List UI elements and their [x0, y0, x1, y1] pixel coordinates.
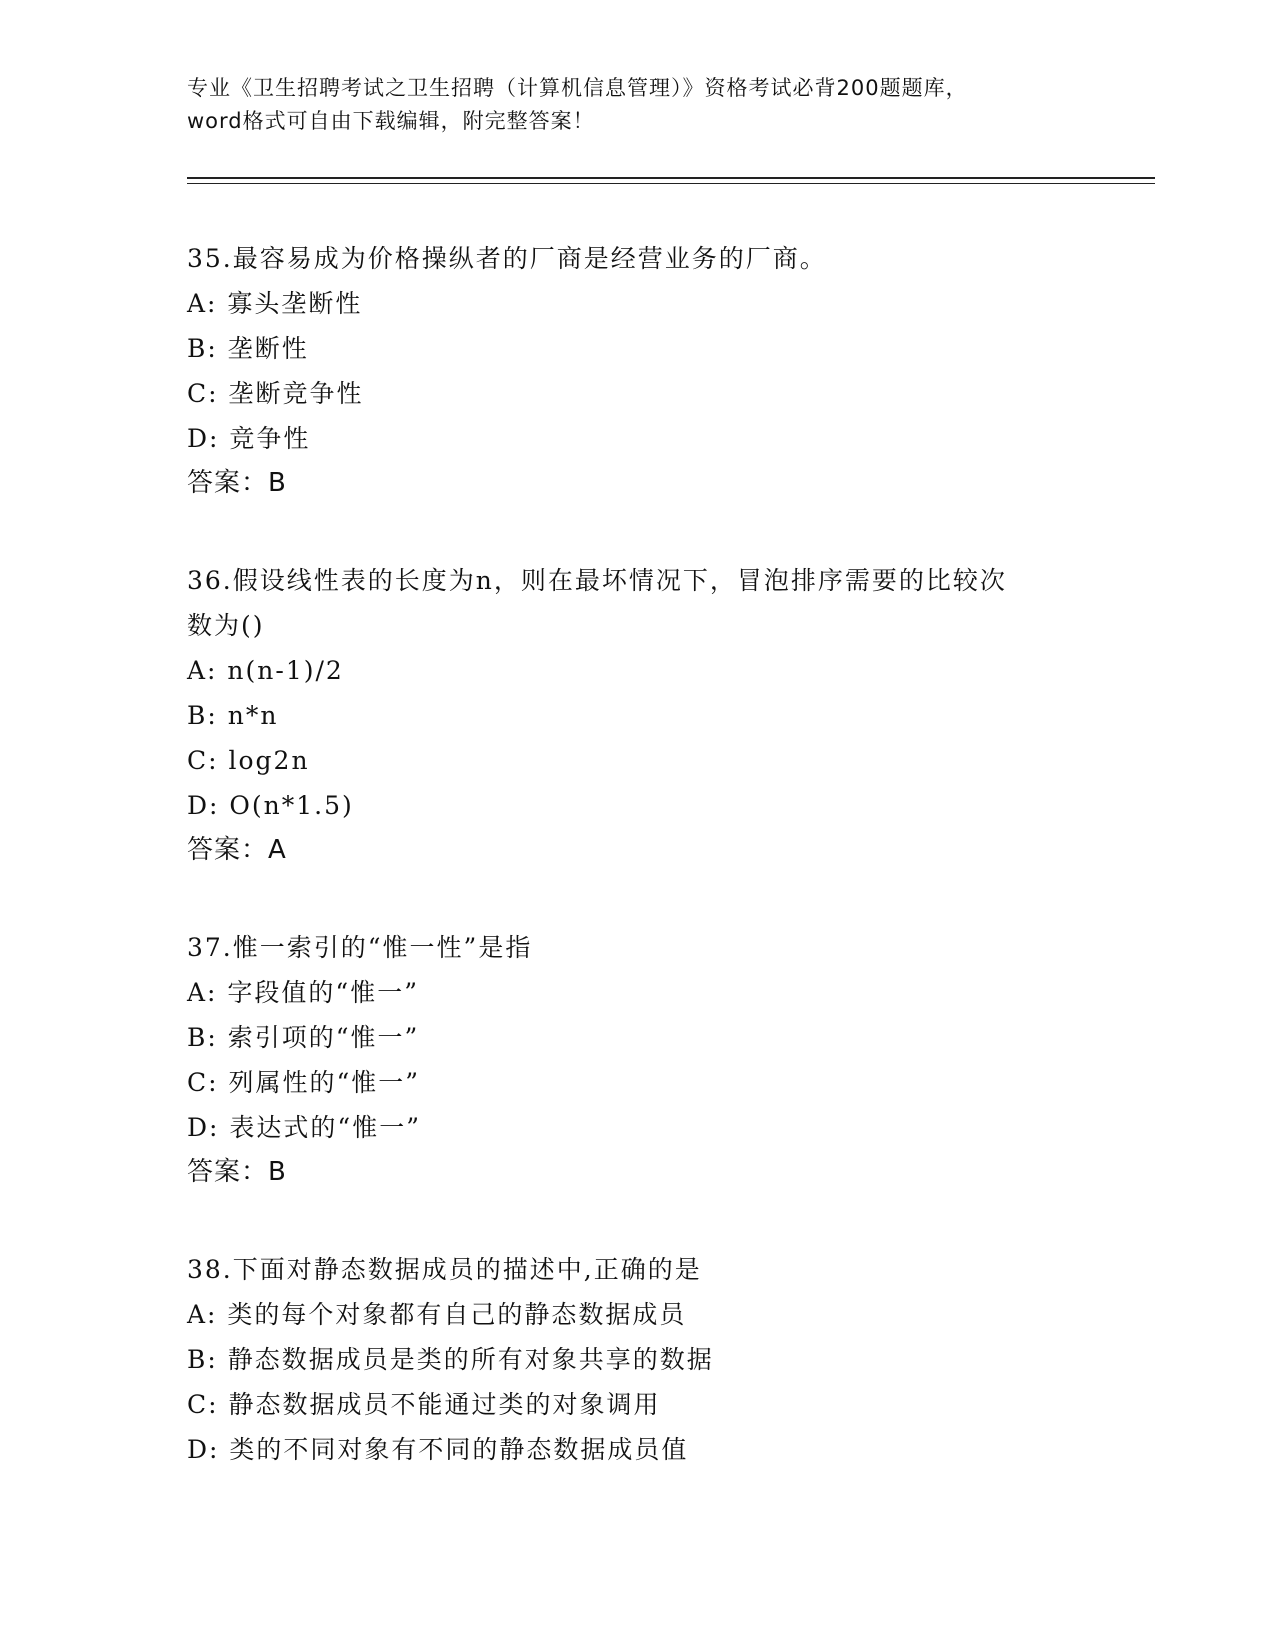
- option-d: D: 表达式的“惟一”: [187, 1113, 421, 1142]
- option-d: D: 竞争性: [187, 424, 311, 453]
- header-rule-top: [187, 177, 1155, 179]
- option-c: C: 垄断竞争性: [187, 379, 364, 408]
- option-b: B: n*n: [187, 701, 279, 730]
- option-a: A: 字段值的“惟一”: [187, 978, 419, 1007]
- question-stem-continued: 数为(): [187, 611, 265, 640]
- header-title-line-2: word格式可自由下载编辑，附完整答案！: [187, 109, 595, 133]
- question-36: [187, 558, 1087, 873]
- question-37: [187, 925, 1087, 1195]
- option-a: A: 类的每个对象都有自己的静态数据成员: [187, 1300, 687, 1329]
- question-38: [187, 1247, 1087, 1472]
- option-c: C: 列属性的“惟一”: [187, 1068, 421, 1097]
- answer-text: 答案：A: [187, 835, 287, 865]
- option-d: D: 类的不同对象有不同的静态数据成员值: [187, 1435, 689, 1464]
- document-header: [187, 72, 1087, 138]
- question-stem: 35.最容易成为价格操纵者的厂商是经营业务的厂商。: [187, 244, 827, 273]
- answer-text: 答案：B: [187, 468, 287, 498]
- header-rule-bottom: [187, 183, 1155, 184]
- option-a: A: 寡头垄断性: [187, 289, 363, 318]
- option-d: D: O(n*1.5): [187, 791, 354, 820]
- option-b: B: 索引项的“惟一”: [187, 1023, 420, 1052]
- option-b: B: 静态数据成员是类的所有对象共享的数据: [187, 1345, 714, 1374]
- option-c: C: 静态数据成员不能通过类的对象调用: [187, 1390, 661, 1419]
- question-stem: 38.下面对静态数据成员的描述中,正确的是: [187, 1255, 702, 1284]
- option-c: C: log2n: [187, 746, 310, 775]
- question-stem: 37.惟一索引的“惟一性”是指: [187, 933, 533, 962]
- question-stem: 36.假设线性表的长度为n，则在最坏情况下，冒泡排序需要的比较次: [187, 566, 1007, 595]
- header-title-line-1: 专业《卫生招聘考试之卫生招聘（计算机信息管理）》资格考试必背200题题库，: [187, 76, 968, 100]
- option-b: B: 垄断性: [187, 334, 309, 363]
- question-35: [187, 236, 1087, 506]
- option-a: A: n(n-1)/2: [187, 656, 344, 685]
- answer-text: 答案：B: [187, 1157, 287, 1187]
- question-list: [187, 236, 1087, 1524]
